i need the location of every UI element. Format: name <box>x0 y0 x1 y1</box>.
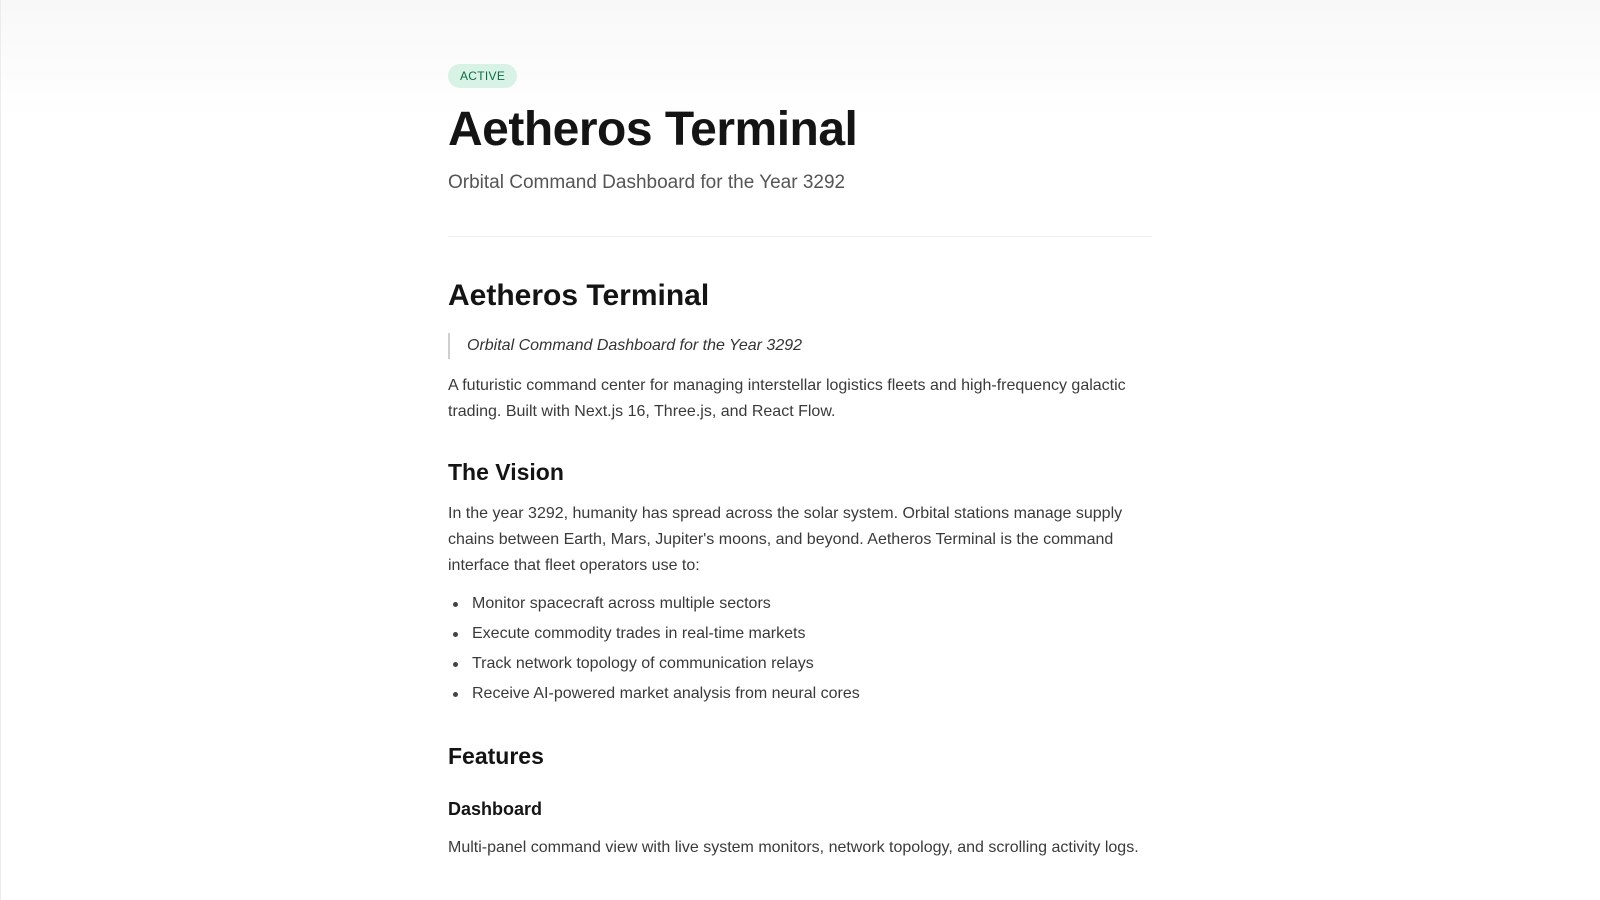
bullet-icon <box>453 692 458 697</box>
list-item <box>448 619 1152 649</box>
page-edge <box>0 0 1 900</box>
list-item <box>448 679 1152 709</box>
bullet-icon <box>453 662 458 667</box>
list-item-text: Track network topology of communication relays <box>472 655 814 672</box>
list-item <box>448 589 1152 619</box>
header-divider <box>448 236 1152 237</box>
bullet-icon <box>453 602 458 607</box>
list-item-text: Monitor spacecraft across multiple sectors <box>472 595 771 612</box>
document-body <box>448 277 1152 861</box>
content-heading: Aetheros Terminal <box>448 279 710 312</box>
list-item-text: Execute commodity trades in real-time markets <box>472 625 806 642</box>
vision-paragraph: In the year 3292, humanity has spread across the solar system. Orbital stations manage supply chains between Earth, Mars, Jupiter's moons, and beyond. Aetheros Terminal is the command interface that fleet operators use to: <box>448 505 1123 574</box>
list-item <box>448 649 1152 679</box>
readme-document <box>448 64 1152 861</box>
dashboard-paragraph: Multi-panel command view with live system monitors, network topology, and scrolling activity logs. <box>448 839 1139 856</box>
page-title: Aetheros Terminal <box>448 103 858 156</box>
bullet-icon <box>453 632 458 637</box>
features-heading: Features <box>448 743 544 769</box>
vision-list <box>448 589 1152 709</box>
tagline-quote: Orbital Command Dashboard for the Year 3292 <box>448 333 1152 359</box>
dashboard-heading: Dashboard <box>448 799 543 819</box>
page-header <box>448 64 1152 196</box>
list-item-text: Receive AI-powered market analysis from neural cores <box>472 685 860 702</box>
intro-paragraph: A futuristic command center for managing interstellar logistics fleets and high-frequency galactic trading. Built with Next.js 16, Three.js, and React Flow. <box>448 377 1126 420</box>
vision-heading: The Vision <box>448 459 564 485</box>
page-subtitle: Orbital Command Dashboard for the Year 3292 <box>448 172 846 193</box>
status-badge: ACTIVE <box>448 64 517 88</box>
